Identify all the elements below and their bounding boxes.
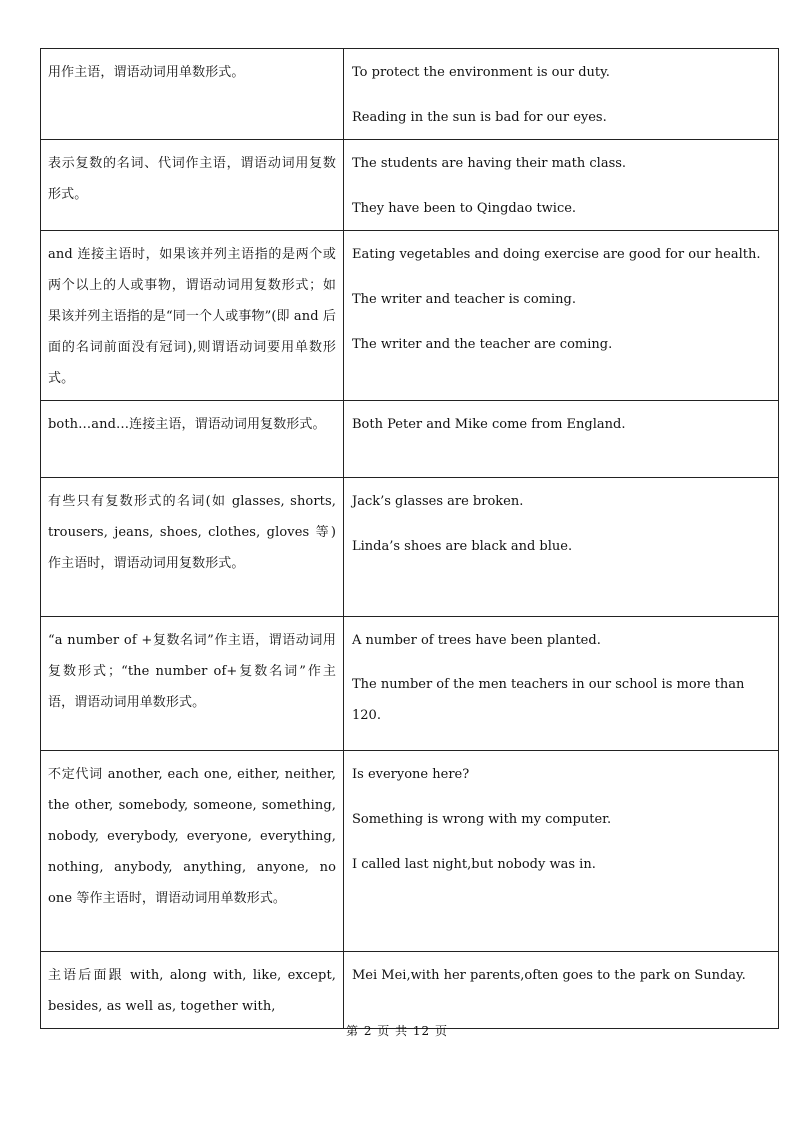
example-sentence: I called last night,but nobody was in. — [352, 857, 596, 872]
example-sentence: Something is wrong with my computer. — [352, 812, 612, 827]
example-sentence: They have been to Qingdao twice. — [352, 201, 577, 216]
rule-cell: 用作主语，谓语动词用单数形式。 — [41, 49, 344, 140]
table-row — [41, 751, 779, 952]
grammar-table — [40, 48, 779, 1029]
table-row — [41, 617, 779, 751]
rule-cell: and 连接主语时，如果该并列主语指的是两个或两个以上的人或事物，谓语动词用复数形式；如果该并列主语指的是“同一个人或事物”(即 and 后面的名词前面没有冠词),则谓语动词要用单数形式。 — [41, 231, 344, 401]
rule-cell: 有些只有复数形式的名词(如 glasses, shorts, trousers, jeans, shoes, clothes, gloves 等)作主语时，谓语动词用复数形式。 — [41, 478, 344, 617]
example-sentence: Mei Mei,with her parents,often goes to the park on Sunday. — [352, 968, 746, 983]
examples-cell — [344, 751, 779, 952]
example-sentence: Reading in the sun is bad for our eyes. — [352, 110, 607, 125]
examples-cell — [344, 478, 779, 617]
example-sentence: The students are having their math class. — [352, 156, 627, 171]
table-row — [41, 140, 779, 231]
example-sentence: A number of trees have been planted. — [352, 633, 601, 648]
rule-cell: 不定代词 another, each one, either, neither, the other, somebody, someone, something, nobody, everybody, everyone, everything, nothing, anybody, anything, anyone, no one 等作主语时，谓语动词用单数形式。 — [41, 751, 344, 952]
table-row — [41, 401, 779, 478]
table-row — [41, 49, 779, 140]
rule-cell: “a number of +复数名词”作主语，谓语动词用复数形式；“the number of+复数名词”作主语，谓语动词用单数形式。 — [41, 617, 344, 751]
table-row — [41, 478, 779, 617]
examples-cell — [344, 231, 779, 401]
table-row — [41, 231, 779, 401]
example-sentence: The number of the men teachers in our school is more than 120. — [352, 677, 745, 723]
rule-cell: 主语后面跟 with, along with, like, except, besides, as well as, together with, — [41, 952, 344, 1029]
rule-cell: 表示复数的名词、代词作主语，谓语动词用复数形式。 — [41, 140, 344, 231]
examples-cell — [344, 617, 779, 751]
example-sentence: Is everyone here? — [352, 767, 470, 782]
example-sentence: Both Peter and Mike come from England. — [352, 417, 626, 432]
examples-cell — [344, 49, 779, 140]
example-sentence: To protect the environment is our duty. — [352, 65, 610, 80]
examples-cell — [344, 140, 779, 231]
example-sentence: Jack’s glasses are broken. — [352, 494, 524, 509]
rule-cell: both…and…连接主语，谓语动词用复数形式。 — [41, 401, 344, 478]
examples-cell — [344, 952, 779, 1029]
example-sentence: The writer and the teacher are coming. — [352, 337, 613, 352]
example-sentence: The writer and teacher is coming. — [352, 292, 576, 307]
page-number-footer: 第 2 页 共 12 页 — [346, 1024, 448, 1038]
examples-cell — [344, 401, 779, 478]
example-sentence: Linda’s shoes are black and blue. — [352, 539, 573, 554]
example-sentence: Eating vegetables and doing exercise are good for our health. — [352, 247, 761, 262]
table-row — [41, 952, 779, 1029]
